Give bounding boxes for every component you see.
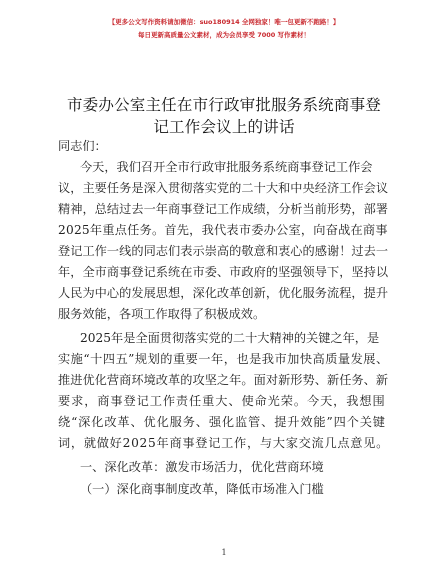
body-line: 登记工作一线的同志们表示崇高的敬意和衷心的感谢！过去一 [58, 244, 389, 258]
body-line: 精神，总结过去一年商事登记工作成绩，分析当前形势，部署 [58, 202, 389, 216]
subsection-heading: （一）深化商事制度改革，降低市场准入门槛 [80, 482, 324, 496]
body-line: 推进优化营商环境改革的攻坚之年。面对新形势、新任务、新 [58, 373, 389, 387]
body-line: 2025年重点任务。首先，我代表市委办公室，向奋战在商事 [58, 223, 388, 237]
section-heading: 一、深化改革：激发市场活力，优化营商环境 [80, 460, 324, 474]
body-line: 实施“十四五”规划的重要一年，也是我市加快高质量发展、 [58, 352, 389, 366]
body-line: 年，全市商事登记系统在市委、市政府的坚强领导下，坚持以 [58, 265, 389, 279]
body-line: 议，主要任务是深入贯彻落实党的二十大和中央经济工作会议 [58, 181, 389, 195]
body-line: 人民为中心的发展思想，深化改革创新，优化服务流程，提升 [58, 286, 389, 300]
title-line-2: 记工作会议上的讲话 [153, 118, 295, 136]
body-line: 今天，我们召开全市行政审批服务系统商事登记工作会 [80, 160, 373, 174]
body-line: 词，就做好2025年商事登记工作，与大家交流几点意见。 [58, 436, 390, 450]
page-number: 1 [221, 548, 227, 557]
notice-line-1: 【更多公文写作资料请加微信：suo180914 全网独家！唯一包更新不跑路！】 [108, 18, 340, 26]
notice-line-2: 每日更新高质量公文素材，成为会员享受 7000 写作素材！ [137, 31, 311, 39]
salutation: 同志们： [58, 139, 107, 153]
body-line: 绕“深化改革、优化服务、强化监管、提升效能”四个关键 [58, 415, 386, 429]
body-line: 要求，商事登记工作责任重大、使命光荣。今天，我想围 [58, 394, 386, 408]
body-line: 服务效能，各项工作取得了积极成效。 [58, 307, 266, 321]
title-line-1: 市委办公室主任在市行政审批服务系统商事登 [66, 96, 381, 114]
body-line: 2025年是全面贯彻落实党的二十大精神的关键之年，是 [80, 331, 380, 345]
